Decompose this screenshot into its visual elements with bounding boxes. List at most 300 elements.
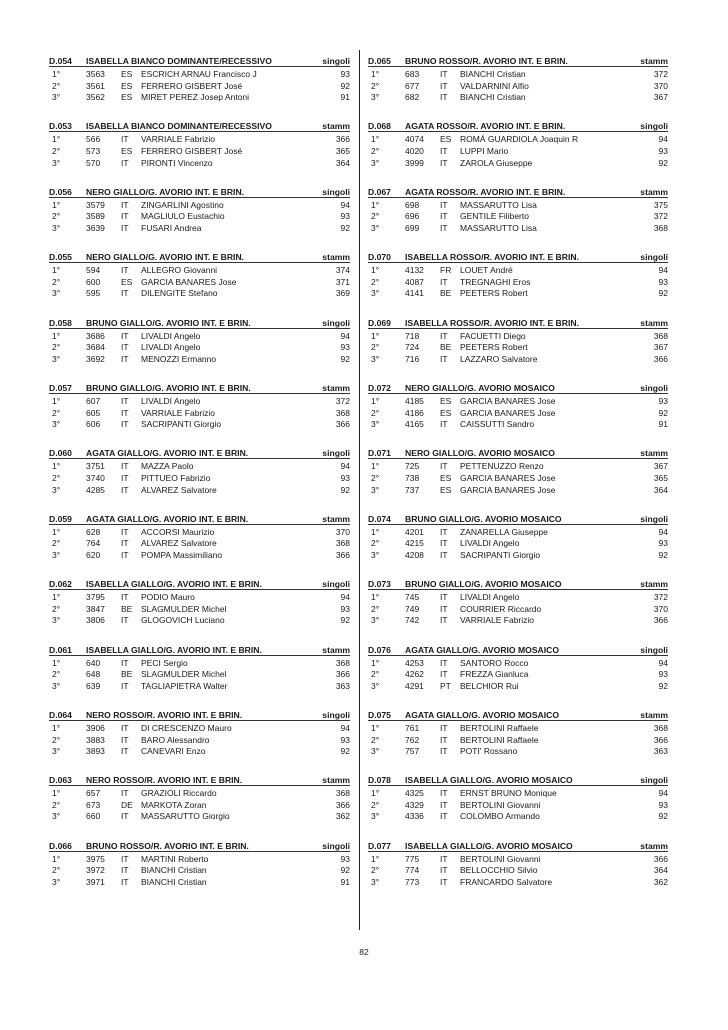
country-code: IT bbox=[440, 799, 448, 810]
class-header bbox=[49, 772, 350, 786]
country-code: BE bbox=[440, 342, 452, 353]
result-row bbox=[49, 538, 350, 550]
score: 366 bbox=[653, 615, 668, 626]
result-row bbox=[368, 342, 668, 354]
entry-number: 3751 bbox=[86, 461, 105, 472]
country-code: IT bbox=[121, 199, 129, 210]
placing: 1° bbox=[371, 69, 380, 79]
entry-number: 749 bbox=[405, 603, 420, 614]
exhibitor-name: ROMÁ GUARDIOLA Joaquin R bbox=[460, 134, 579, 145]
exhibitor-name: VARRIALE Fabrizio bbox=[141, 407, 216, 418]
result-row bbox=[368, 81, 668, 93]
class-title: NERO GIALLO/G. AVORIO MOSAICO bbox=[405, 448, 555, 459]
placing: 3° bbox=[371, 615, 380, 626]
score: 92 bbox=[340, 615, 350, 626]
score: 368 bbox=[653, 222, 668, 233]
class-title: ISABELLA ROSSO/R. AVORIO INT. E BRIN. bbox=[405, 317, 579, 328]
placing: 1° bbox=[52, 395, 61, 406]
exhibitor-name: POMPA Massimiliano bbox=[141, 549, 223, 560]
result-row bbox=[49, 592, 350, 604]
exhibitor-name: CANEVARI Enzo bbox=[141, 746, 206, 757]
class-section bbox=[368, 838, 668, 903]
country-code: IT bbox=[440, 461, 448, 472]
placing: 2° bbox=[52, 799, 61, 810]
exhibitor-name: LIVALDI Angelo bbox=[141, 342, 201, 353]
country-code: ES bbox=[121, 276, 133, 287]
class-title: ISABELLA GIALLO/G. AVORIO INT. E BRIN. bbox=[86, 579, 262, 590]
entry-number: 607 bbox=[86, 395, 101, 406]
class-type: stamm bbox=[640, 448, 668, 459]
score: 368 bbox=[653, 330, 668, 341]
result-row bbox=[49, 615, 350, 627]
class-type: singoli bbox=[322, 317, 350, 328]
result-row bbox=[49, 342, 350, 354]
entry-number: 4325 bbox=[405, 788, 424, 799]
class-section bbox=[49, 642, 350, 707]
exhibitor-name: GARCIA BANARES Jose bbox=[460, 407, 556, 418]
score: 368 bbox=[335, 788, 350, 799]
country-code: IT bbox=[121, 353, 129, 364]
country-code: IT bbox=[440, 222, 448, 233]
class-section bbox=[49, 772, 350, 837]
entry-number: 757 bbox=[405, 746, 420, 757]
exhibitor-name: GRAZIOLI Riccardo bbox=[141, 788, 217, 799]
result-row bbox=[49, 485, 350, 497]
placing: 1° bbox=[52, 69, 61, 79]
placing: 2° bbox=[52, 538, 61, 549]
score: 366 bbox=[335, 419, 350, 430]
placing: 1° bbox=[371, 461, 380, 472]
entry-number: 745 bbox=[405, 592, 420, 603]
placing: 3° bbox=[371, 811, 380, 822]
entry-number: 3795 bbox=[86, 592, 105, 603]
result-row bbox=[368, 550, 668, 562]
entry-number: 762 bbox=[405, 734, 420, 745]
entry-number: 725 bbox=[405, 461, 420, 472]
score: 93 bbox=[340, 472, 350, 483]
country-code: IT bbox=[121, 615, 129, 626]
exhibitor-name: POTI' Rossano bbox=[460, 746, 518, 757]
class-header bbox=[49, 576, 350, 590]
score: 364 bbox=[653, 865, 668, 876]
result-row bbox=[49, 746, 350, 758]
entry-number: 3906 bbox=[86, 722, 105, 733]
result-row bbox=[368, 746, 668, 758]
exhibitor-name: TREGNAGHI Eros bbox=[460, 276, 531, 287]
placing: 2° bbox=[52, 865, 61, 876]
entry-number: 4020 bbox=[405, 145, 424, 156]
country-code: IT bbox=[121, 461, 129, 472]
exhibitor-name: BIANCHI Cristian bbox=[141, 865, 207, 876]
exhibitor-name: MIRET PEREZ Josep Antoni bbox=[141, 92, 250, 103]
score: 93 bbox=[658, 395, 668, 406]
placing: 1° bbox=[371, 134, 380, 145]
class-header bbox=[368, 184, 668, 198]
class-code: D.073 bbox=[368, 579, 391, 590]
entry-number: 4329 bbox=[405, 799, 424, 810]
country-code: IT bbox=[121, 811, 129, 822]
score: 364 bbox=[653, 484, 668, 495]
country-code: IT bbox=[121, 734, 129, 745]
placing: 1° bbox=[371, 330, 380, 341]
class-code: D.064 bbox=[49, 709, 72, 720]
entry-number: 4285 bbox=[86, 484, 105, 495]
result-row bbox=[49, 265, 350, 277]
class-title: AGATA GIALLO/G. AVORIO MOSAICO bbox=[405, 644, 560, 655]
class-section bbox=[49, 249, 350, 314]
class-code: D.070 bbox=[368, 252, 391, 263]
exhibitor-name: MAGLIULO Eustachio bbox=[141, 211, 225, 222]
class-title: ISABELLA BIANCO DOMINANTE/RECESSIVO bbox=[86, 56, 272, 66]
placing: 1° bbox=[52, 722, 61, 733]
placing: 1° bbox=[52, 199, 61, 210]
exhibitor-name: BERTOLINI Giovanni bbox=[460, 799, 541, 810]
class-type: singoli bbox=[322, 709, 350, 720]
country-code: IT bbox=[440, 603, 448, 614]
exhibitor-name: MAZZA Paolo bbox=[141, 461, 194, 472]
result-row bbox=[49, 669, 350, 681]
entry-number: 4165 bbox=[405, 419, 424, 430]
country-code: BE bbox=[121, 669, 133, 680]
entry-number: 605 bbox=[86, 407, 101, 418]
country-code: IT bbox=[440, 538, 448, 549]
class-type: stamm bbox=[322, 513, 350, 524]
exhibitor-name: PETTENUZZO Renzo bbox=[460, 461, 544, 472]
score: 370 bbox=[335, 526, 350, 537]
exhibitor-name: TAGLIAPIETRA Walter bbox=[141, 680, 228, 691]
country-code: IT bbox=[121, 657, 129, 668]
score: 366 bbox=[653, 353, 668, 364]
result-row bbox=[49, 211, 350, 223]
result-row bbox=[49, 146, 350, 158]
class-header bbox=[49, 184, 350, 198]
result-row bbox=[368, 419, 668, 431]
exhibitor-name: FREZZA Gianluca bbox=[460, 669, 529, 680]
class-type: singoli bbox=[322, 840, 350, 851]
exhibitor-name: MASSARUTTO Lisa bbox=[460, 222, 537, 233]
entry-number: 698 bbox=[405, 199, 420, 210]
result-row bbox=[49, 158, 350, 170]
score: 366 bbox=[335, 669, 350, 680]
result-row bbox=[49, 877, 350, 889]
country-code: IT bbox=[440, 526, 448, 537]
placing: 3° bbox=[52, 876, 61, 887]
placing: 3° bbox=[371, 876, 380, 887]
score: 94 bbox=[658, 788, 668, 799]
result-row bbox=[368, 592, 668, 604]
placing: 1° bbox=[371, 657, 380, 668]
entry-number: 628 bbox=[86, 526, 101, 537]
score: 92 bbox=[658, 680, 668, 691]
class-title: ISABELLA ROSSO/R. AVORIO INT. E BRIN. bbox=[405, 252, 579, 263]
exhibitor-name: GARCIA BANARES Jose bbox=[141, 276, 237, 287]
class-code: D.058 bbox=[49, 317, 72, 328]
entry-number: 4186 bbox=[405, 407, 424, 418]
country-code: IT bbox=[440, 865, 448, 876]
result-row bbox=[368, 723, 668, 735]
placing: 2° bbox=[52, 603, 61, 614]
exhibitor-name: SANTORO Rocco bbox=[460, 657, 529, 668]
result-row bbox=[368, 331, 668, 343]
exhibitor-name: ZAROLA Giuseppe bbox=[460, 157, 533, 168]
exhibitor-name: GENTILE Filiberto bbox=[460, 211, 529, 222]
country-code: IT bbox=[121, 342, 129, 353]
score: 365 bbox=[335, 145, 350, 156]
result-row bbox=[49, 69, 350, 81]
class-section bbox=[49, 118, 350, 183]
score: 93 bbox=[340, 69, 350, 79]
entry-number: 3562 bbox=[86, 92, 105, 103]
score: 375 bbox=[653, 199, 668, 210]
exhibitor-name: GARCIA BANARES Jose bbox=[460, 484, 556, 495]
result-row bbox=[368, 288, 668, 300]
class-section bbox=[49, 511, 350, 576]
entry-number: 699 bbox=[405, 222, 420, 233]
result-row bbox=[368, 604, 668, 616]
country-code: ES bbox=[121, 145, 133, 156]
class-header bbox=[368, 445, 668, 459]
country-code: IT bbox=[121, 395, 129, 406]
class-section bbox=[49, 184, 350, 249]
exhibitor-name: SLAGMULDER Michel bbox=[141, 603, 227, 614]
exhibitor-name: LAZZARO Salvatore bbox=[460, 353, 538, 364]
result-row bbox=[368, 854, 668, 866]
score: 94 bbox=[658, 265, 668, 276]
class-type: singoli bbox=[322, 579, 350, 590]
score: 367 bbox=[653, 342, 668, 353]
result-row bbox=[368, 669, 668, 681]
class-type: stamm bbox=[640, 709, 668, 720]
class-type: singoli bbox=[322, 186, 350, 197]
result-row bbox=[49, 461, 350, 473]
class-section bbox=[368, 249, 668, 314]
country-code: IT bbox=[121, 211, 129, 222]
placing: 2° bbox=[52, 472, 61, 483]
score: 368 bbox=[335, 407, 350, 418]
country-code: ES bbox=[440, 472, 452, 483]
placing: 1° bbox=[371, 853, 380, 864]
placing: 3° bbox=[371, 484, 380, 495]
entry-number: 3692 bbox=[86, 353, 105, 364]
exhibitor-name: CAISSUTTI Sandro bbox=[460, 419, 535, 430]
placing: 2° bbox=[371, 472, 380, 483]
placing: 1° bbox=[52, 134, 61, 145]
class-title: ISABELLA GIALLO/G. AVORIO MOSAICO bbox=[405, 840, 573, 851]
exhibitor-name: FUSARI Andrea bbox=[141, 222, 202, 233]
country-code: IT bbox=[440, 69, 448, 79]
placing: 1° bbox=[52, 265, 61, 276]
placing: 3° bbox=[371, 157, 380, 168]
class-type: singoli bbox=[640, 382, 668, 393]
exhibitor-name: LOUET André bbox=[460, 265, 513, 276]
entry-number: 4336 bbox=[405, 811, 424, 822]
placing: 3° bbox=[371, 353, 380, 364]
entry-number: 3972 bbox=[86, 865, 105, 876]
entry-number: 4215 bbox=[405, 538, 424, 549]
placing: 3° bbox=[371, 288, 380, 299]
score: 92 bbox=[340, 353, 350, 364]
class-header bbox=[49, 445, 350, 459]
class-type: stamm bbox=[640, 579, 668, 590]
entry-number: 764 bbox=[86, 538, 101, 549]
class-header bbox=[49, 380, 350, 394]
class-header bbox=[368, 53, 668, 67]
result-row bbox=[49, 854, 350, 866]
score: 367 bbox=[653, 92, 668, 103]
score: 91 bbox=[340, 876, 350, 887]
class-code: D.060 bbox=[49, 448, 72, 459]
class-code: D.076 bbox=[368, 644, 391, 655]
class-code: D.063 bbox=[49, 775, 72, 786]
score: 92 bbox=[658, 288, 668, 299]
score: 92 bbox=[340, 865, 350, 876]
entry-number: 3639 bbox=[86, 222, 105, 233]
entry-number: 773 bbox=[405, 876, 420, 887]
class-section bbox=[368, 315, 668, 380]
result-row bbox=[49, 788, 350, 800]
result-row bbox=[49, 865, 350, 877]
score: 366 bbox=[335, 549, 350, 560]
country-code: IT bbox=[121, 288, 129, 299]
class-code: D.075 bbox=[368, 709, 391, 720]
result-row bbox=[368, 473, 668, 485]
entry-number: 4208 bbox=[405, 549, 424, 560]
score: 94 bbox=[340, 722, 350, 733]
score: 92 bbox=[340, 222, 350, 233]
class-title: NERO GIALLO/G. AVORIO MOSAICO bbox=[405, 382, 555, 393]
result-row bbox=[368, 134, 668, 146]
class-title: BRUNO GIALLO/G. AVORIO MOSAICO bbox=[405, 513, 562, 524]
entry-number: 566 bbox=[86, 134, 101, 145]
entry-number: 640 bbox=[86, 657, 101, 668]
score: 92 bbox=[658, 157, 668, 168]
exhibitor-name: MASSARUTTO Lisa bbox=[460, 199, 537, 210]
entry-number: 639 bbox=[86, 680, 101, 691]
class-type: stamm bbox=[640, 186, 668, 197]
score: 93 bbox=[340, 853, 350, 864]
score: 368 bbox=[653, 722, 668, 733]
class-title: NERO ROSSO/R. AVORIO INT. E BRIN. bbox=[86, 709, 243, 720]
placing: 1° bbox=[52, 461, 61, 472]
exhibitor-name: VARRIALE Fabrizio bbox=[460, 615, 535, 626]
placing: 2° bbox=[371, 799, 380, 810]
country-code: BE bbox=[121, 603, 133, 614]
exhibitor-name: DILENGITE Stefano bbox=[141, 288, 218, 299]
placing: 3° bbox=[52, 288, 61, 299]
class-type: singoli bbox=[322, 56, 350, 66]
result-row bbox=[49, 723, 350, 735]
entry-number: 3686 bbox=[86, 330, 105, 341]
entry-number: 3740 bbox=[86, 472, 105, 483]
class-section bbox=[49, 576, 350, 641]
country-code: ES bbox=[121, 80, 133, 91]
class-section bbox=[368, 53, 668, 118]
result-row bbox=[49, 419, 350, 431]
entry-number: 4253 bbox=[405, 657, 424, 668]
class-code: D.074 bbox=[368, 513, 391, 524]
exhibitor-name: ESCRICH ARNAU Francisco J bbox=[141, 69, 257, 79]
placing: 3° bbox=[371, 680, 380, 691]
exhibitor-name: MENOZZI Ermanno bbox=[141, 353, 217, 364]
placing: 1° bbox=[52, 526, 61, 537]
class-title: BRUNO ROSSO/R. AVORIO INT. E BRIN. bbox=[86, 840, 249, 851]
result-row bbox=[49, 800, 350, 812]
score: 93 bbox=[340, 603, 350, 614]
exhibitor-name: LUPPI Mario bbox=[460, 145, 509, 156]
placing: 3° bbox=[371, 92, 380, 103]
entry-number: 606 bbox=[86, 419, 101, 430]
class-type: singoli bbox=[322, 448, 350, 459]
score: 372 bbox=[653, 211, 668, 222]
country-code: PT bbox=[440, 680, 451, 691]
exhibitor-name: MARKOTA Zoran bbox=[141, 799, 207, 810]
score: 366 bbox=[335, 799, 350, 810]
class-section bbox=[49, 838, 350, 903]
score: 94 bbox=[658, 134, 668, 145]
result-row bbox=[49, 811, 350, 823]
exhibitor-name: LIVALDI Angelo bbox=[141, 395, 201, 406]
score: 94 bbox=[340, 592, 350, 603]
class-type: singoli bbox=[640, 513, 668, 524]
exhibitor-name: COURRIER Riccardo bbox=[460, 603, 542, 614]
country-code: BE bbox=[440, 288, 452, 299]
exhibitor-name: PITTUEO Fabrizio bbox=[141, 472, 211, 483]
placing: 3° bbox=[52, 484, 61, 495]
result-row bbox=[368, 92, 668, 104]
placing: 3° bbox=[52, 157, 61, 168]
placing: 3° bbox=[371, 419, 380, 430]
placing: 2° bbox=[371, 145, 380, 156]
class-code: D.056 bbox=[49, 186, 72, 197]
exhibitor-name: BELLOCCHIO Silvio bbox=[460, 865, 538, 876]
exhibitor-name: SACRIPANTI Giorgio bbox=[141, 419, 222, 430]
result-row bbox=[368, 538, 668, 550]
result-row bbox=[368, 788, 668, 800]
exhibitor-name: BERTOLINI Raffaele bbox=[460, 734, 539, 745]
score: 362 bbox=[335, 811, 350, 822]
exhibitor-name: BELCHIOR Rui bbox=[460, 680, 519, 691]
entry-number: 3561 bbox=[86, 80, 105, 91]
placing: 3° bbox=[52, 353, 61, 364]
country-code: IT bbox=[121, 538, 129, 549]
score: 93 bbox=[658, 799, 668, 810]
result-row bbox=[368, 69, 668, 81]
class-type: stamm bbox=[322, 382, 350, 393]
entry-number: 573 bbox=[86, 145, 101, 156]
entry-number: 3806 bbox=[86, 615, 105, 626]
placing: 1° bbox=[371, 526, 380, 537]
country-code: IT bbox=[121, 526, 129, 537]
score: 92 bbox=[340, 484, 350, 495]
exhibitor-name: BIANCHI Cristian bbox=[141, 876, 207, 887]
result-row bbox=[49, 134, 350, 146]
country-code: DE bbox=[121, 799, 133, 810]
class-header bbox=[368, 772, 668, 786]
exhibitor-name: VALDARNINI Alfio bbox=[460, 80, 529, 91]
result-row bbox=[49, 735, 350, 747]
result-row bbox=[368, 800, 668, 812]
class-type: singoli bbox=[640, 121, 668, 132]
placing: 1° bbox=[371, 788, 380, 799]
placing: 1° bbox=[52, 330, 61, 341]
class-title: AGATA GIALLO/G. AVORIO INT. E BRIN. bbox=[86, 513, 249, 524]
score: 368 bbox=[335, 538, 350, 549]
placing: 2° bbox=[52, 342, 61, 353]
exhibitor-name: ZANARELLA Giuseppe bbox=[460, 526, 548, 537]
class-title: AGATA ROSSO/R. AVORIO INT. E BRIN. bbox=[405, 121, 566, 132]
result-row bbox=[49, 396, 350, 408]
entry-number: 3589 bbox=[86, 211, 105, 222]
